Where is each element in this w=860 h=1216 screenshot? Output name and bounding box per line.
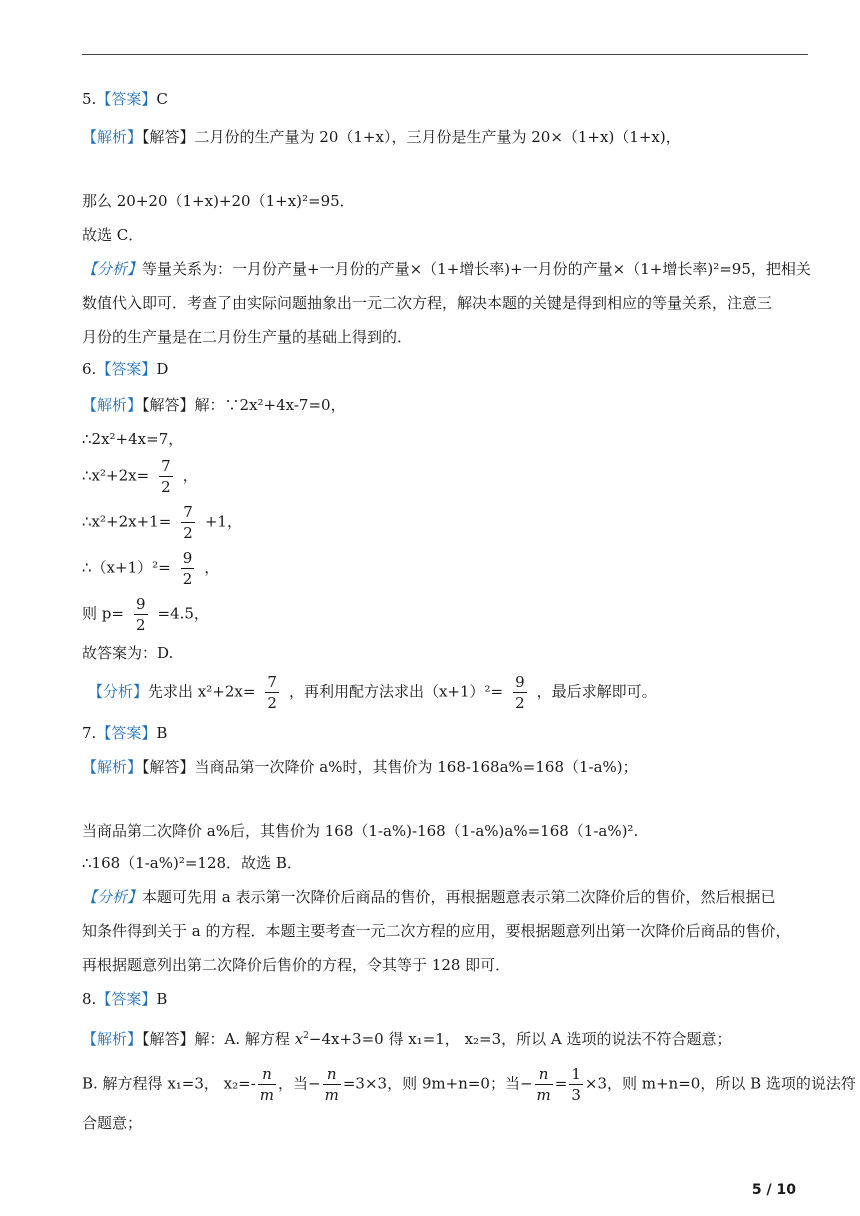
q8-option-b — [82, 1064, 856, 1105]
denominator: 2 — [161, 478, 171, 496]
step-text: ， — [204, 558, 220, 577]
analysis-text: 本题可先用 a 表示第一次降价后商品的售价，再根据题意表示第二次降价后的售价，然后根据已 — [142, 888, 776, 906]
numerator: 9 — [182, 549, 193, 567]
solution-text: 解：∵2x²+4x-7=0， — [194, 396, 346, 414]
answer-label: 【答案】 — [96, 724, 157, 742]
q6-step1: ∴2x²+4x=7， — [82, 430, 184, 448]
numerator: 7 — [183, 503, 193, 521]
numerator: 7 — [267, 673, 277, 691]
q5-jiexi-line — [82, 126, 681, 148]
numerator: 1 — [571, 1065, 581, 1083]
q5-fenxi-line2: 数值代入即可．考查了由实际问题抽象出一元二次方程，解决本题的关键是得到相应的等量关系，注意三 — [82, 294, 773, 312]
numerator: 9 — [515, 673, 525, 691]
question-number: 5. — [82, 90, 97, 108]
denominator: 3 — [571, 1086, 581, 1104]
fraction-1-3 — [569, 1064, 583, 1105]
step-text: ∴x²+2x= — [82, 466, 150, 485]
question-number: 8. — [82, 990, 97, 1008]
q8-last-line: 合题意； — [82, 1114, 143, 1132]
q6-step6: 故答案为：D. — [82, 644, 174, 662]
q5-fenxi-line3: 月份的生产量是在二月份生产量的基础上得到的． — [82, 328, 413, 346]
denominator: 2 — [182, 570, 193, 588]
variable-x: x — [294, 1030, 304, 1048]
jiexi-label: 【解析】 — [82, 396, 143, 414]
solution-text: = — [554, 1074, 568, 1093]
solution-text: 解：A. 解方程 — [194, 1030, 290, 1048]
jieda-label: 【解答】 — [142, 128, 195, 146]
solution-text: ×3，则 m+n=0，所以 B 选项的说法符 — [584, 1074, 856, 1093]
solution-text: 当商品第一次降价 a%时，其售价为 168-168a%=168（1-a%)； — [194, 758, 638, 776]
q6-fenxi — [88, 672, 657, 713]
answer-value: D — [156, 360, 169, 378]
q7-fenxi-line2: 知条件得到关于 a 的方程．本题主要考查一元二次方程的应用，要根据题意列出第一次降价后商品的售价， — [82, 922, 791, 940]
answer-value: B — [156, 724, 168, 742]
denominator: 2 — [515, 694, 525, 712]
q5-answer-line — [82, 88, 168, 110]
analysis-text: 先求出 x²+2x= — [148, 682, 256, 701]
jiexi-label: 【解析】 — [82, 1030, 143, 1048]
q8-option-a: 【解析】【解答】解：A. 解方程 $x^2-4x+3=0$ 得 x₁=1， x₂=3，所以 A 选项的说法不符合题意； — [82, 1030, 732, 1048]
step-text: +1， — [204, 512, 242, 531]
fraction-9-2 — [181, 548, 195, 589]
numerator: n — [323, 1064, 341, 1085]
jiexi-label: 【解析】 — [82, 128, 143, 146]
analysis-text: 等量关系为：一月份产量+一月份的产量×（1+增长率)+一月份的产量×（1+增长率)²=95，把相关 — [142, 260, 811, 278]
q5-equation: 那么 20+20（1+x)+20（1+x)²=95． — [82, 192, 355, 210]
answer-label: 【答案】 — [96, 360, 157, 378]
q7-answer-line — [82, 722, 167, 744]
step-text: =4.5， — [157, 604, 209, 623]
denominator: m — [259, 1086, 275, 1104]
question-number: 6. — [82, 360, 97, 378]
fraction-7-2 — [181, 502, 195, 543]
solution-text: 二月份的生产量为 20（1+x），三月份是生产量为 20×（1+x)（1+x)， — [194, 128, 681, 146]
q5-fenxi-line1 — [82, 258, 811, 280]
fraction-n-m — [535, 1064, 553, 1105]
q8-answer-line — [82, 988, 167, 1010]
q7-jiexi-line — [82, 756, 638, 778]
solution-text: ，当− — [278, 1074, 321, 1093]
fenxi-label: 【分析】 — [82, 260, 143, 278]
fraction-n-m — [323, 1064, 341, 1105]
numerator: n — [258, 1064, 276, 1085]
step-text: ∴x²+2x+1= — [82, 512, 172, 531]
denominator: 2 — [267, 694, 277, 712]
jieda-label: 【解答】 — [142, 758, 195, 776]
q6-step2 — [82, 456, 198, 497]
answer-label: 【答案】 — [96, 90, 157, 108]
jiexi-label: 【解析】 — [82, 758, 143, 776]
answer-value: B — [156, 990, 168, 1008]
fraction-7-2 — [265, 672, 279, 713]
step-text: 则 p= — [82, 604, 124, 623]
q7-line2: 当商品第二次降价 a%后，其售价为 168（1-a%)-168（1-a%)a%=168（1-a%)². — [82, 822, 639, 840]
q6-answer-line — [82, 358, 168, 380]
q5-choose: 故选 C． — [82, 226, 144, 244]
numerator: 7 — [161, 457, 171, 475]
fenxi-label: 【分析】 — [82, 888, 143, 906]
q7-line3: ∴168（1-a%)²=128．故选 B． — [82, 854, 302, 872]
step-text: ， — [182, 466, 198, 485]
header-rule — [82, 54, 808, 55]
analysis-text: ，再利用配方法求出（x+1）²= — [288, 682, 504, 701]
numerator: n — [535, 1064, 553, 1085]
step-text: ∴（x+1）²= — [82, 558, 171, 577]
question-number: 7. — [82, 724, 97, 742]
solution-text: −4x+3=0 得 x₁=1， x₂=3，所以 A 选项的说法不符合题意； — [308, 1030, 732, 1048]
solution-text: =3×3，则 9m+n=0；当− — [342, 1074, 533, 1093]
denominator: 2 — [135, 616, 146, 634]
fraction-9-2 — [513, 672, 527, 713]
jieda-label: 【解答】 — [142, 396, 195, 414]
answer-value: C — [156, 90, 168, 108]
q6-step4 — [82, 548, 219, 589]
denominator: 2 — [183, 524, 193, 542]
page-number: 5 / 10 — [751, 1182, 796, 1198]
fraction-n-m — [258, 1064, 276, 1105]
q6-step5 — [82, 594, 209, 635]
q7-fenxi-line1 — [82, 886, 776, 908]
jieda-label: 【解答】 — [142, 1030, 195, 1048]
q6-jiexi-line — [82, 394, 346, 416]
q7-fenxi-line3: 再根据题意列出第二次降价后售价的方程，令其等于 128 即可． — [82, 956, 511, 974]
fraction-9-2 — [134, 594, 148, 635]
numerator: 9 — [135, 595, 146, 613]
q6-step3 — [82, 502, 242, 543]
answer-label: 【答案】 — [96, 990, 157, 1008]
fraction-7-2 — [159, 456, 173, 497]
denominator: m — [536, 1086, 551, 1104]
solution-text: B. 解方程得 x₁=3， x₂=- — [82, 1074, 256, 1093]
denominator: m — [324, 1086, 339, 1104]
fenxi-label: 【分析】 — [88, 682, 149, 701]
analysis-text: ，最后求解即可。 — [536, 682, 657, 701]
